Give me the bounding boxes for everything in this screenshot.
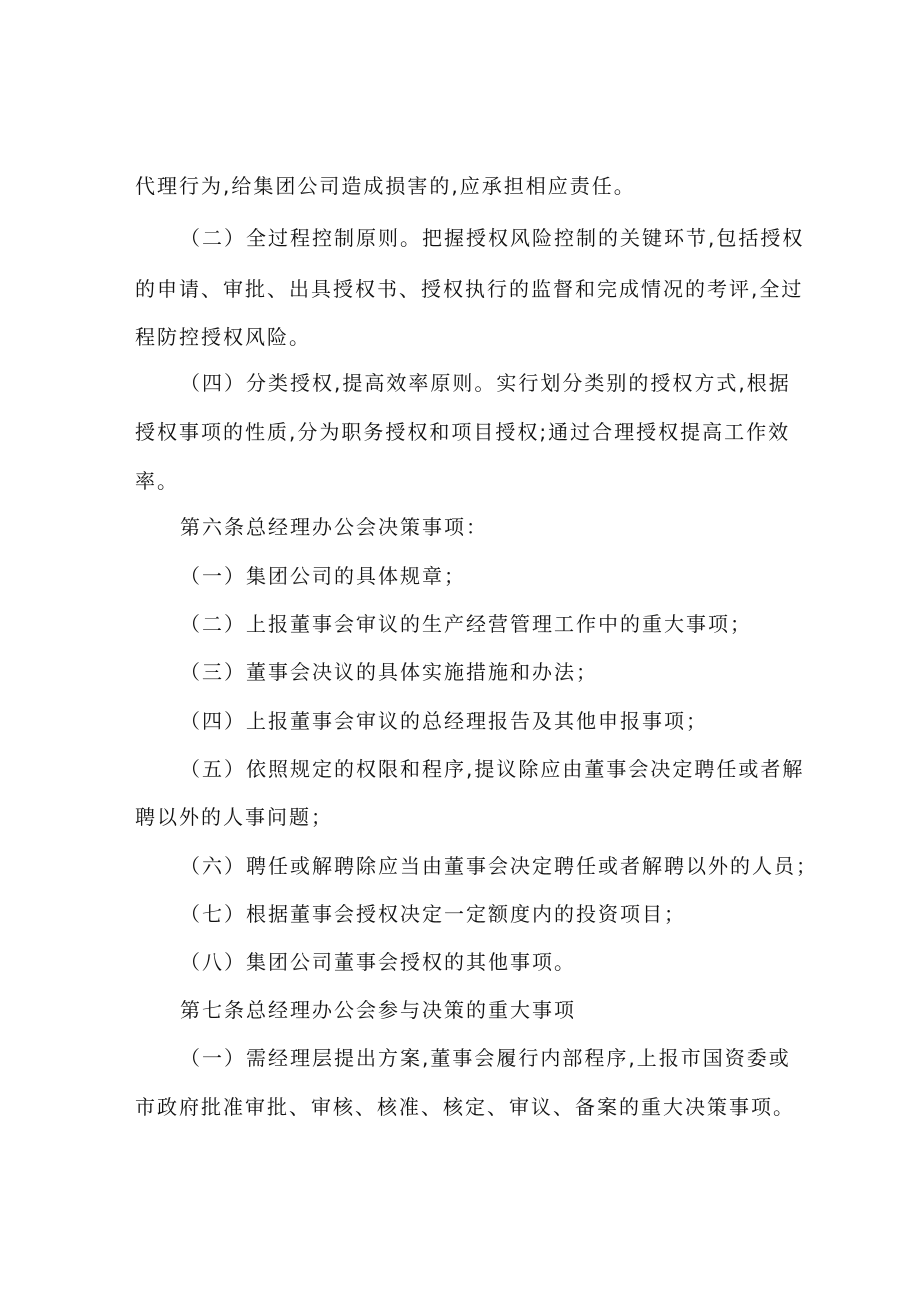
list-item: （八）集团公司董事会授权的其他事项。: [180, 950, 576, 974]
list-item-continuation: 聘以外的人事问题；: [135, 805, 333, 829]
paragraph-line: （四）分类授权,提高效率原则。实行划分类别的授权方式,根据: [180, 371, 791, 395]
list-item: （一）需经理层提出方案,董事会履行内部程序,上报市国资委或: [180, 1046, 791, 1070]
list-item: （一）集团公司的具体规章；: [180, 564, 466, 588]
paragraph-line: 率。: [135, 469, 179, 493]
list-item: （三）董事会决议的具体实施措施和办法；: [180, 660, 598, 684]
paragraph-line: 程防控授权风险。: [135, 325, 311, 349]
list-item-continuation: 市政府批准审批、审核、核准、核定、审议、备案的重大决策事项。: [135, 1095, 795, 1119]
list-item: （六）聘任或解聘除应当由董事会决定聘任或者解聘以外的人员；: [180, 854, 818, 878]
section-heading: 第七条总经理办公会参与决策的重大事项: [180, 998, 576, 1022]
paragraph-line: （二）全过程控制原则。把握授权风险控制的关键环节,包括授权: [180, 226, 805, 250]
list-item: （四）上报董事会审议的总经理报告及其他申报事项；: [180, 709, 708, 733]
paragraph-line: 代理行为,给集团公司造成损害的,应承担相应责任。: [135, 174, 636, 198]
paragraph-line: 的申请、审批、出具授权书、授权执行的监督和完成情况的考评,全过: [135, 277, 804, 301]
list-item: （七）根据董事会授权决定一定额度内的投资项目；: [180, 902, 686, 926]
list-item: （二）上报董事会审议的生产经营管理工作中的重大事项；: [180, 612, 752, 636]
section-heading: 第六条总经理办公会决策事项：: [180, 515, 488, 539]
list-item: （五）依照规定的权限和程序,提议除应由董事会决定聘任或者解: [180, 757, 805, 781]
paragraph-line: 授权事项的性质,分为职务授权和项目授权;通过合理授权提高工作效: [135, 420, 791, 444]
